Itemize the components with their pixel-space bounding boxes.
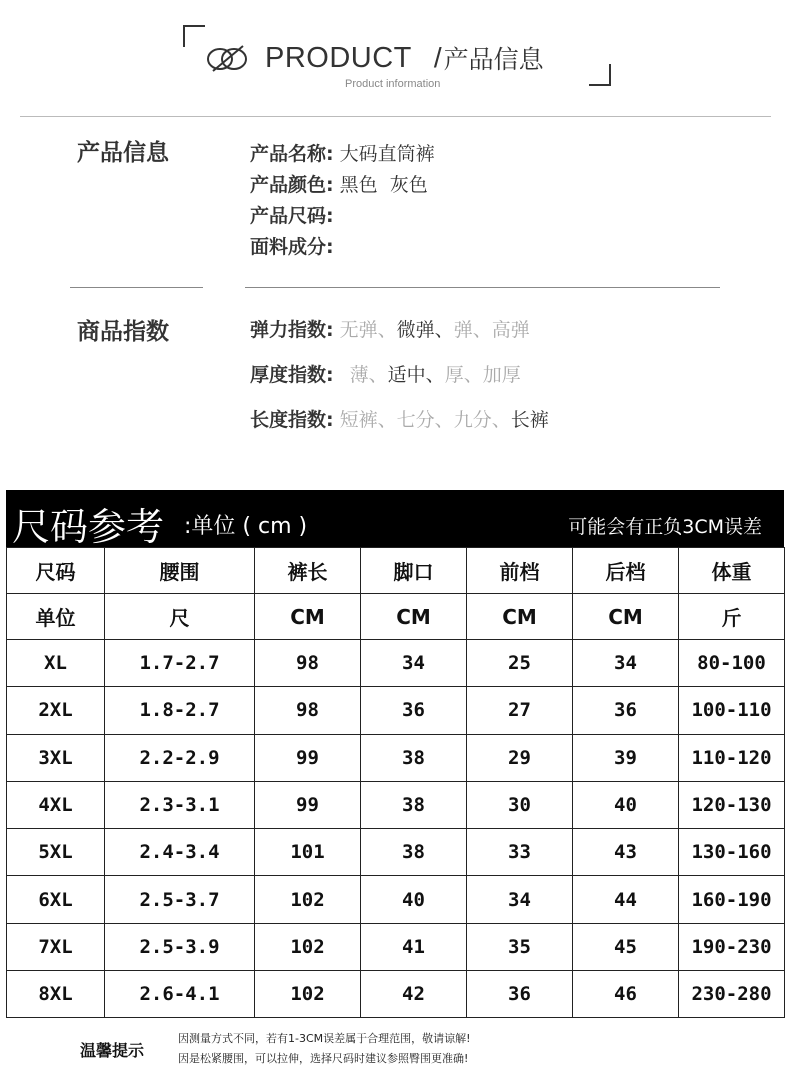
- table-cell: 80-100: [679, 640, 785, 687]
- index-key: 弹力指数:: [250, 319, 334, 341]
- index-option-selected: 微弹、: [396, 319, 454, 341]
- product-info-title: 产品信息: [77, 140, 169, 166]
- table-cell: 2XL: [7, 687, 105, 734]
- table-cell: 2.5-3.7: [105, 876, 255, 923]
- table-row: [7, 829, 785, 876]
- info-row-name: [250, 139, 435, 166]
- index-option: 七分、: [396, 409, 454, 431]
- section-divider-right: [245, 287, 720, 288]
- table-cell: 3XL: [7, 734, 105, 781]
- index-option: 无弹、: [339, 319, 397, 341]
- index-option-selected: 适中、: [387, 364, 445, 386]
- table-header-cell: 尺码: [7, 548, 105, 594]
- table-row: [7, 734, 785, 781]
- size-chart-banner: [6, 490, 784, 547]
- table-cell: 1.8-2.7: [105, 687, 255, 734]
- header-subtitle: Product information: [345, 78, 441, 90]
- size-chart-note: 可能会有正负3CM误差: [568, 516, 762, 538]
- table-cell: 4XL: [7, 781, 105, 828]
- section-divider-left: [70, 287, 203, 288]
- table-unit-cell: 斤: [679, 594, 785, 640]
- table-cell: 130-160: [679, 829, 785, 876]
- table-cell: 38: [361, 829, 467, 876]
- table-cell: 34: [573, 640, 679, 687]
- table-row: [7, 687, 785, 734]
- product-index-title: 商品指数: [77, 319, 169, 345]
- table-row: [7, 923, 785, 970]
- info-key: 面料成分:: [250, 236, 334, 258]
- info-row-color: [250, 170, 428, 197]
- index-option-selected: 长裤: [510, 409, 549, 431]
- table-cell: 29: [467, 734, 573, 781]
- table-cell: 41: [361, 923, 467, 970]
- index-option: 厚、: [444, 364, 483, 386]
- table-cell: 7XL: [7, 923, 105, 970]
- table-cell: 46: [573, 971, 679, 1018]
- table-cell: 27: [467, 687, 573, 734]
- table-cell: 190-230: [679, 923, 785, 970]
- table-unit-cell: CM: [573, 594, 679, 640]
- tips-line: 因是松紧腰围，可以拉伸，选择尺码时建议参照臀围更准确!: [178, 1052, 469, 1065]
- table-cell: 102: [255, 923, 361, 970]
- table-cell: 98: [255, 640, 361, 687]
- size-table: [6, 547, 785, 1018]
- table-cell: 43: [573, 829, 679, 876]
- table-cell: 160-190: [679, 876, 785, 923]
- table-cell: 230-280: [679, 971, 785, 1018]
- table-unit-cell: 单位: [7, 594, 105, 640]
- table-unit-row: [7, 594, 785, 640]
- header-corner-bottom-right: [589, 64, 611, 86]
- table-cell: 100-110: [679, 687, 785, 734]
- info-row-fabric: [250, 232, 334, 259]
- table-cell: 39: [573, 734, 679, 781]
- table-header-cell: 前档: [467, 548, 573, 594]
- table-cell: 40: [361, 876, 467, 923]
- table-cell: 102: [255, 876, 361, 923]
- table-cell: 8XL: [7, 971, 105, 1018]
- table-cell: 5XL: [7, 829, 105, 876]
- info-value: 黑色 灰色: [339, 174, 428, 196]
- table-unit-cell: CM: [255, 594, 361, 640]
- index-key: 厚度指数:: [250, 364, 334, 386]
- size-chart-title: 尺码参考: [12, 505, 165, 549]
- table-cell: 42: [361, 971, 467, 1018]
- table-cell: 102: [255, 971, 361, 1018]
- header-slash: /: [433, 42, 442, 73]
- index-option: 高弹: [491, 319, 530, 341]
- table-row: [7, 781, 785, 828]
- info-key: 产品尺码:: [250, 205, 334, 227]
- info-key: 产品名称:: [250, 143, 334, 165]
- index-option: 弹、: [453, 319, 492, 341]
- table-header-cell: 腰围: [105, 548, 255, 594]
- table-cell: 2.5-3.9: [105, 923, 255, 970]
- index-option: 短裤、: [339, 409, 397, 431]
- table-cell: 34: [361, 640, 467, 687]
- index-option: 加厚: [482, 364, 521, 386]
- info-value: 大码直筒裤: [339, 143, 435, 165]
- table-cell: 1.7-2.7: [105, 640, 255, 687]
- table-unit-cell: 尺: [105, 594, 255, 640]
- table-cell: 2.6-4.1: [105, 971, 255, 1018]
- index-row-elasticity: [250, 315, 530, 342]
- table-unit-cell: CM: [361, 594, 467, 640]
- table-cell: 99: [255, 734, 361, 781]
- table-cell: 2.2-2.9: [105, 734, 255, 781]
- table-cell: 99: [255, 781, 361, 828]
- table-cell: 2.3-3.1: [105, 781, 255, 828]
- header-title: [205, 38, 544, 78]
- header-title-cn: 产品信息: [443, 45, 544, 74]
- table-cell: 36: [467, 971, 573, 1018]
- table-cell: 98: [255, 687, 361, 734]
- table-header-cell: 后档: [573, 548, 679, 594]
- table-cell: 110-120: [679, 734, 785, 781]
- table-row: [7, 876, 785, 923]
- table-row: [7, 971, 785, 1018]
- table-cell: 34: [467, 876, 573, 923]
- brand-logo-icon: [205, 42, 251, 74]
- table-header-cell: 体重: [679, 548, 785, 594]
- table-cell: 2.4-3.4: [105, 829, 255, 876]
- header-corner-top-left: [183, 25, 205, 47]
- table-header-row: [7, 548, 785, 594]
- index-option: 九分、: [453, 409, 511, 431]
- header-divider: [20, 116, 771, 117]
- tips-label: 温馨提示: [80, 1041, 145, 1060]
- index-key: 长度指数:: [250, 409, 334, 431]
- table-cell: 38: [361, 734, 467, 781]
- index-row-length: [250, 405, 549, 432]
- header-title-en: PRODUCT: [265, 41, 412, 74]
- tips-line: 因测量方式不同，若有1-3CM误差属于合理范围，敬请谅解!: [178, 1032, 471, 1045]
- table-cell: 40: [573, 781, 679, 828]
- table-cell: 101: [255, 829, 361, 876]
- table-cell: 6XL: [7, 876, 105, 923]
- table-cell: 35: [467, 923, 573, 970]
- table-cell: 36: [361, 687, 467, 734]
- table-header-cell: 脚口: [361, 548, 467, 594]
- table-unit-cell: CM: [467, 594, 573, 640]
- table-row: [7, 640, 785, 687]
- table-cell: XL: [7, 640, 105, 687]
- info-key: 产品颜色:: [250, 174, 334, 196]
- size-chart-unit: :单位 ( cm ): [184, 514, 308, 539]
- index-option: 薄、: [349, 364, 388, 386]
- table-cell: 25: [467, 640, 573, 687]
- index-row-thickness: [250, 360, 521, 387]
- table-cell: 33: [467, 829, 573, 876]
- table-cell: 36: [573, 687, 679, 734]
- table-header-cell: 裤长: [255, 548, 361, 594]
- table-cell: 44: [573, 876, 679, 923]
- table-cell: 120-130: [679, 781, 785, 828]
- info-row-size: [250, 201, 334, 228]
- table-cell: 38: [361, 781, 467, 828]
- table-cell: 30: [467, 781, 573, 828]
- table-cell: 45: [573, 923, 679, 970]
